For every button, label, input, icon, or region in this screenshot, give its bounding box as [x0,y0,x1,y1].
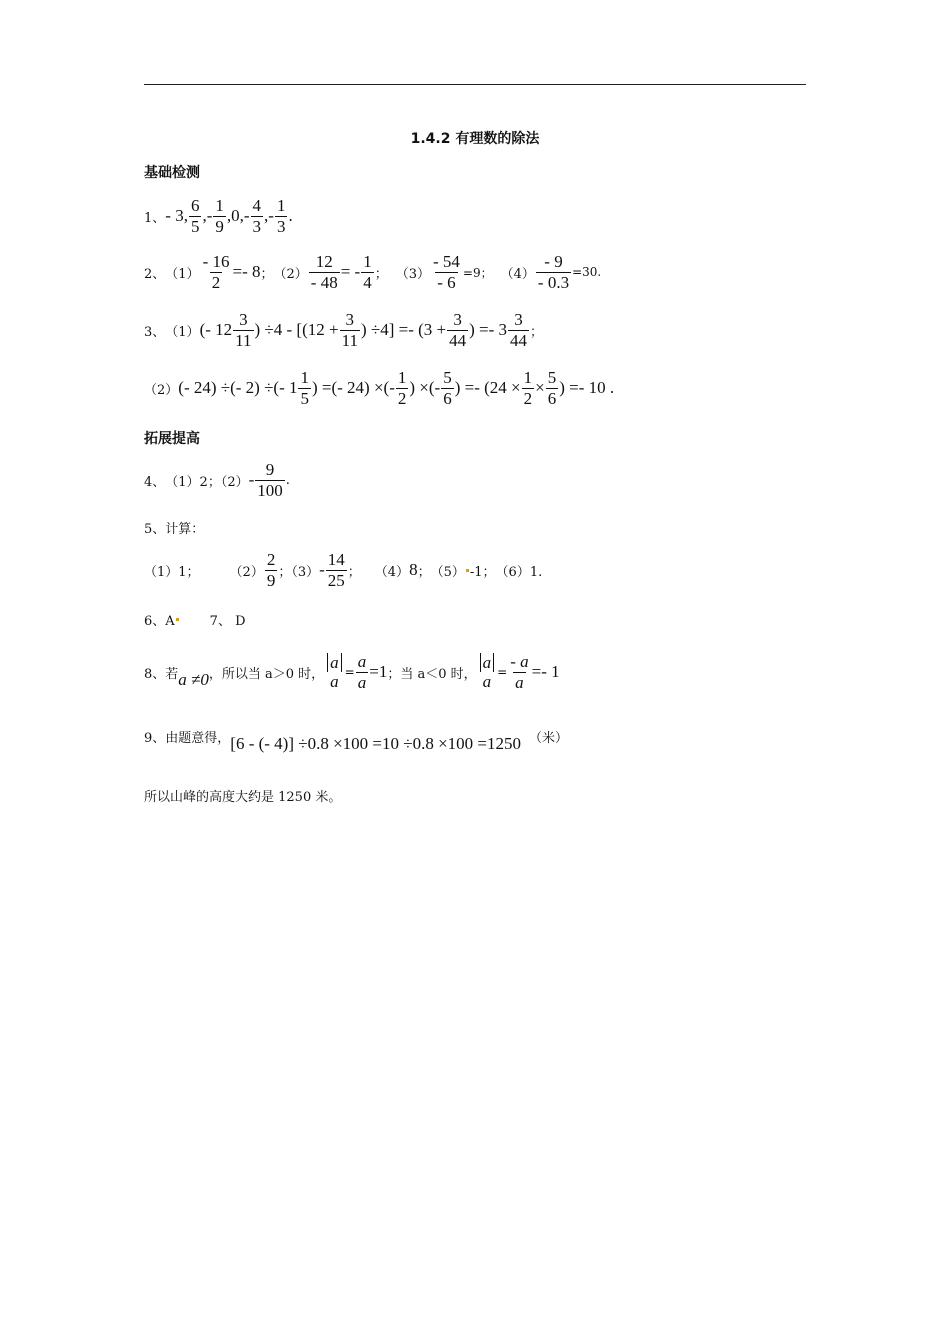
answer-3-part-1 [144,310,543,350]
answer-9 [144,726,569,753]
q2-part-4: （4） [500,266,535,282]
q4-label: 4、 [144,474,166,490]
yellow-mark-icon [466,569,469,572]
q5-value-5: -1； [469,564,496,580]
q3-label: 3、 [144,324,166,340]
q5-value-4: 8 [409,560,418,580]
q8-condition: a ≠0 [178,670,209,690]
q5-part-4: （4） [374,564,410,580]
q2-eq-b: = - [340,262,361,282]
q3b-term: ) =- (24 × [454,378,521,398]
q4-frac: $\frac{9}{100}$ [257,460,283,500]
q1-end: . [288,206,293,226]
q5-label: 5、计算： [144,522,205,537]
q5-part-2: （2） [229,564,264,580]
q2-sep: ； [374,266,388,282]
q3b-frac-2: $\frac{1}{2}$ [397,368,407,408]
q3b-term: (- 24) ÷(- 2) ÷(- 1 [178,378,298,398]
q2-label: 2、 [144,266,166,282]
q2-result-d: =30. [572,265,602,280]
q1-sep: ,- [264,206,274,226]
q3a-term: ) ÷4] =- (3 + [360,320,447,340]
q8-result-1: =1 [369,662,388,682]
q5-frac-2: $\frac{14}{25}$ [327,550,345,590]
q1-frac-2: $\frac{1}{9}$ [215,196,224,236]
conclusion: 所以山峰的高度大约是 1250 米。 [144,790,342,805]
answer-4 [144,460,290,500]
q2-frac-b-result: $\frac{1}{4}$ [363,252,372,292]
q3b-frac-5: $\frac{5}{6}$ [547,368,557,408]
q1-frac-1: $\frac{6}{5}$ [190,196,200,236]
answer-5-label [144,518,204,537]
q2-result-a: =- 8 [232,262,261,282]
q5-minus: - [319,560,325,580]
q9-label: 9、由题意得， [144,730,231,746]
answer-8 [144,652,560,692]
answer-6-7 [144,610,246,629]
q3b-frac-3: $\frac{5}{6}$ [443,368,452,408]
header-rule [144,84,806,85]
q2-part-2: （2） [273,266,308,282]
q8-abs-frac: a a [325,653,344,692]
q3a-frac-2: $\frac{3}{11}$ [341,310,358,350]
q8-text-1: ，所以当 a＞0 时， [208,666,325,682]
q1-label: 1、 [144,210,166,226]
q8-eq: = [344,665,355,680]
q3-part-1: （1） [165,324,200,340]
q3a-frac-1: $\frac{3}{11}$ [235,310,252,350]
q3a-end: ； [530,324,544,340]
answer-1 [144,196,293,236]
q2-frac-d: $\frac{- 9}{- 0.3}$ [537,252,570,292]
q1-term: - 3, [165,206,188,226]
q2-frac-a: $\frac{- 16}{2}$ [202,252,230,292]
q8-result-2: =- 1 [531,662,560,682]
q3a-frac-3: $\frac{3}{44}$ [449,310,467,350]
q3b-term: ) =(- 24) ×(- [311,378,395,398]
q3a-term: ) =- 3 [469,320,508,340]
q3b-frac-1: $\frac{1}{5}$ [300,368,309,408]
answer-5 [144,550,542,590]
q9-unit: （米） [529,730,569,746]
q3b-term: ) =- 10 . [559,378,615,398]
yellow-mark-icon [176,618,179,621]
q5-part-5: （5） [430,564,465,580]
q5-part-6: （6）1. [495,564,543,580]
q3a-term: ) ÷4 - [(12 + [254,320,339,340]
q3a-frac-4: $\frac{3}{44}$ [510,310,528,350]
q6-answer: 6、A [144,614,175,629]
q2-result-c: =9； [462,265,493,280]
section-basic-test: 基础检测 [144,165,200,181]
q1-frac-3: $\frac{4}{3}$ [252,196,262,236]
q3a-term: (- 12 [199,320,233,340]
section-extension: 拓展提高 [144,431,200,447]
q8-frac-1: $\frac{a}{a}$ [357,652,367,692]
answer-3-part-2 [144,368,614,408]
q3-part-2: （2） [144,382,179,398]
q4-end: . [285,472,290,488]
q4-minus: - [248,470,255,490]
q3b-term: ) ×(- [409,378,441,398]
q2-sep: ； [260,266,274,282]
q4-text: （1）2；（2） [165,474,249,490]
q8-eq: = [497,665,508,680]
q1-frac-4: $\frac{1}{3}$ [276,196,286,236]
q2-frac-b: $\frac{12}{- 48}$ [310,252,338,292]
q5-part-3: ；（3） [278,564,320,580]
q1-sep: ,0,- [226,206,250,226]
q1-sep: ,- [202,206,213,226]
q5-sep: ； [417,564,431,580]
q8-label: 8、若 [144,666,179,682]
q2-frac-c: $\frac{- 54}{- 6}$ [433,252,460,292]
page-title: 1.4.2 有理数的除法 [410,131,540,147]
answer-2 [144,252,601,292]
q5-part-1: （1）1； [144,564,200,580]
q9-expression: [6 - (- 4)] ÷0.8 ×100 =10 ÷0.8 ×100 =1250 [230,734,522,753]
q8-abs-frac-2: a a [478,653,497,692]
q2-part-1: （1） [165,266,200,282]
q7-answer: 7、 D [209,614,246,629]
q3b-frac-4: $\frac{1}{2}$ [523,368,533,408]
q5-sep: ； [347,564,361,580]
q3b-term: × [535,378,545,398]
q2-part-3: （3） [395,266,430,282]
q5-frac-1: $\frac{2}{9}$ [266,550,276,590]
q8-text-2: ；当 a＜0 时， [387,666,477,682]
q8-frac-2: $\frac{- a}{a}$ [510,652,529,692]
